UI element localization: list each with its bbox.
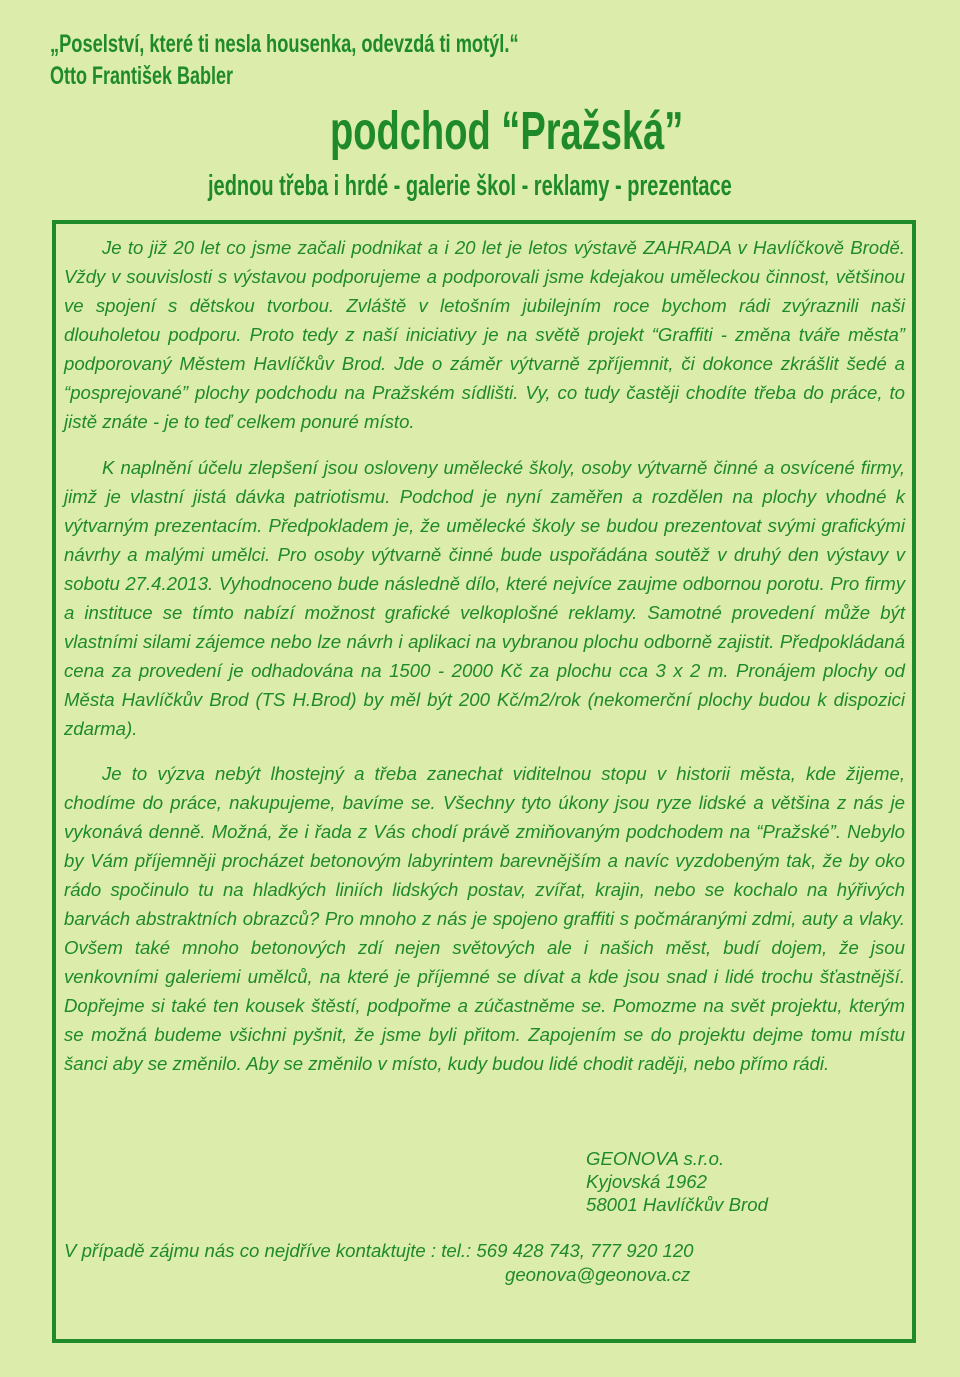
- contact-phone-line: V případě zájmu nás co nejdříve kontaktujte : tel.: 569 428 743, 777 920 120: [64, 1240, 694, 1261]
- contact-email[interactable]: geonova@geonova.cz: [505, 1264, 691, 1285]
- address-street: Kyjovská 1962: [586, 1171, 707, 1192]
- address-city: 58001 Havlíčkův Brod: [586, 1194, 768, 1215]
- page-title: podchod “Pražská”: [330, 101, 684, 161]
- address-company: GEONOVA s.r.o.: [586, 1148, 725, 1169]
- body-paragraph-1: Je to již 20 let co jsme začali podnikat a i 20 let je letos výstavě ZAHRADA v Havlíčkově Brodě. Vždy v souvislosti s výstavou podporujeme a podporovali jsme kdejakou uměleckou činnost, většinou ve spojení s dětskou tvorbou. Zvláště v letošním jubilejním roce bychom rádi zvýraznili naši dlouholetou podporu. Proto tedy z naší iniciativy je na světě projekt “Graffiti - změna tváře města” podporovaný Městem Havlíčkův Brod. Jde o záměr výtvarně zpříjemnit, či dokonce zkrášlit šedé a “posprejované” plochy podchodu na Pražském sídlišti. Vy, co tudy častěji chodíte třeba do práce, to jistě znáte - je to teď celkem ponuré místo.: [64, 237, 905, 432]
- body-paragraph-3: Je to výzva nebýt lhostejný a třeba zanechat viditelnou stopu v historii města, kde žijeme, chodíme do práce, nakupujeme, bavíme se. Všechny tyto úkony jsou ryze lidské a většina z nás je vykonává denně. Možná, že i řada z Vás chodí právě zmiňovaným podchodem na “Pražské”. Nebylo by Vám příjemněji procházet betonovým labyrintem barevnějším a navíc vyzdobeným tak, že by oko rádo spočinulo tu na hladkých liniích lidských postav, zvířat, krajin, nebo se kochalo na hýřivých barvách abstraktních obrazců? Pro mnoho z nás je spojeno graffiti s počmáranými zdmi, auty a vlaky. Ovšem také mnoho betonových zdí nejen světových ale i našich měst, budí dojem, že jsou venkovními galeriemi umělců, na které je příjemné se dívat a kde jsou snad i lidé trochu šťastnější. Dopřejme si také ten kousek štěstí, podpořme a zúčastněme se. Pomozme na svět projektu, kterým se možná budeme všichni pyšnit, že jsme byli přitom. Zapojením se do projektu dejme tomu místu šanci aby se změnilo. Aby se změnilo v místo, kudy budou lidé chodit raději, nebo přímo rádi.: [64, 763, 905, 1074]
- quote-author: Otto František Babler: [50, 62, 234, 90]
- page-subtitle: jednou třeba i hrdé - galerie škol - reklamy - prezentace: [208, 170, 732, 202]
- quote-text: „Poselství, které ti nesla housenka, odevzdá ti motýl.“: [50, 30, 519, 58]
- body-paragraph-2: K naplnění účelu zlepšení jsou osloveny umělecké školy, osoby výtvarně činné a osvícené firmy, jimž je vlastní jistá dávka patriotismu. Podchod je nyní zaměřen a rozdělen na plochy vhodné k výtvarným prezentacím. Předpokladem je, že umělecké školy se budou prezentovat svými grafickými návrhy a malými umělci. Pro osoby výtvarně činné bude uspořádána soutěž v druhý den výstavy v sobotu 27.4.2013. Vyhodnoceno bude následně dílo, které nejvíce zaujme odbornou porotu. Pro firmy a instituce se tímto nabízí možnost grafické velkoplošné reklamy. Samotné provedení může být vlastními silami zájemce nebo lze návrh i aplikaci na vybranou plochu odborně zajistit. Předpokládaná cena za provedení je odhadována na 1500 - 2000 Kč za plochu cca 3 x 2 m. Pronájem plochy od Města Havlíčkův Brod (TS H.Brod) by měl být 200 Kč/m2/rok (nekomerční plochy budou k dispozici zdarma).: [64, 457, 905, 739]
